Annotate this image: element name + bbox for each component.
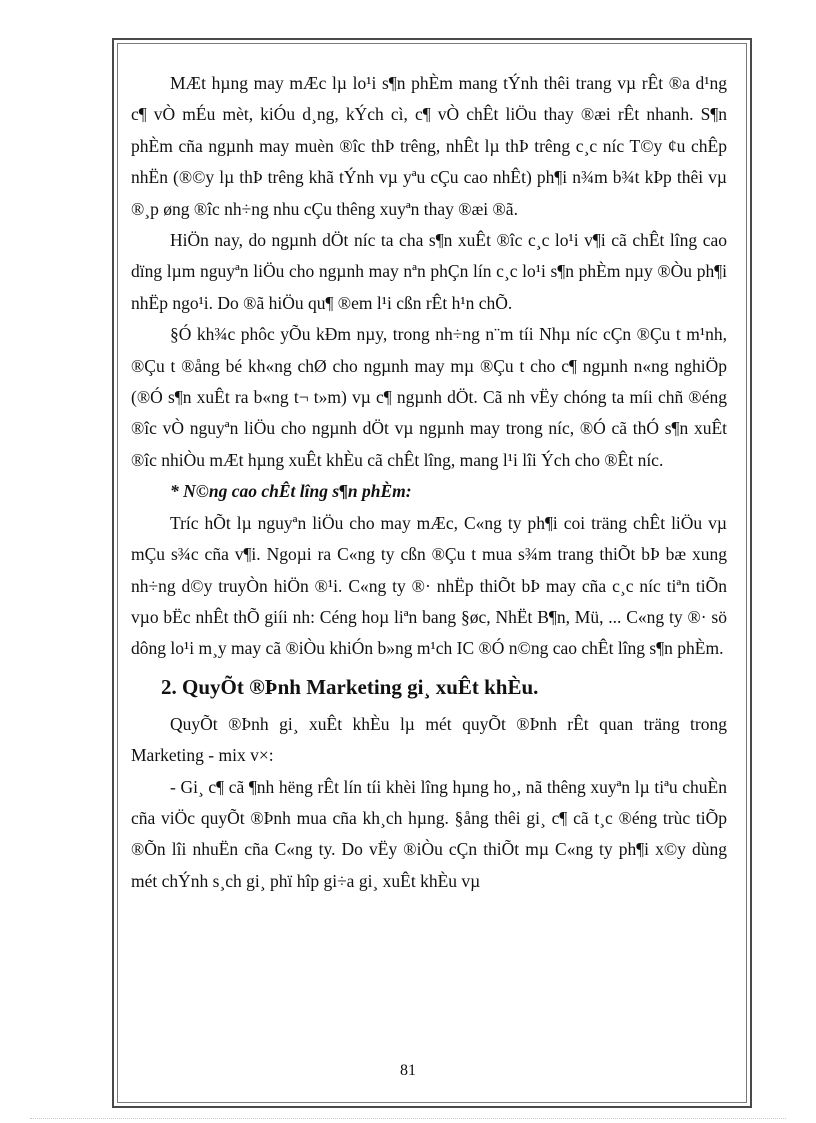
paragraph-materials-equipment: Tríc hÕt lµ nguyªn liÖu cho may mÆc, C«ng ty ph¶i coi träng chÊt liÖu vµ mÇu s¾c cña v¶i. Ngoµi ra C«ng ty cßn ®Çu t mua s¾m trang thiÕt bÞ bæ xung nh÷ng d©y truyÒn hiÖn ®¹i. C«ng ty ®· nhËp thiÕt bÞ may cña c¸c níc tiªn tiÕn vµo bËc nhÊt thÕ giíi nh: Céng hoµ liªn bang §øc, NhËt B¶n, Mü, ... C«ng ty ®· sö dông lo¹i m¸y may cã ®iÒu khiÓn b»ng m¹ch IC ®Ó n©ng cao chÊt lîng s¶n phÈm.	[131, 512, 727, 659]
document-body	[131, 68, 727, 897]
paragraph-pricing-reason: - Gi¸ c¶ cã ¶nh hëng rÊt lín tíi khèi lîng hµng ho¸, nã thêng xuyªn lµ tiªu chuÈn cña viÖc quyÕt ®Þnh mua cña kh¸ch hµng. §ång thêi gi¸ c¶ cã t¸c ®éng trùc tiÕp ®Õn lîi nhuËn cña C«ng ty. Do vËy ®iÒu cÇn thiÕt mµ C«ng ty ph¶i x©y dùng mét chÝnh s¸ch gi¸ phï hîp gi÷a gi¸ xuÊt khÈu vµ	[131, 776, 727, 891]
footer-divider	[30, 1118, 786, 1119]
paragraph-textile-industry: HiÖn nay, do ngµnh dÖt níc ta cha s¶n xuÊt ®îc c¸c lo¹i v¶i cã chÊt lîng cao dïng lµm nguyªn liÖu cho ngµnh may nªn phÇn lín c¸c lo¹i s¶n phÈm nµy ®Òu ph¶i nhËp ngo¹i. Do ®ã hiÖu qu¶ ®em l¹i cßn rÊt h¹n chÕ.	[131, 230, 727, 313]
section-title-pricing: 2. QuyÕt ®Þnh Marketing gi¸ xuÊt khÈu.	[161, 674, 539, 699]
page-number: 81	[400, 1062, 416, 1079]
paragraph-pricing-intro: QuyÕt ®Þnh gi¸ xuÊt khÈu lµ mét quyÕt ®Þnh rÊt quan träng trong Marketing - mix v×:	[131, 713, 727, 766]
paragraph-investment: §Ó kh¾c phôc yÕu kÐm nµy, trong nh÷ng n¨m tíi Nhµ níc cÇn ®Çu t m¹nh, ®Çu t ®ång bé kh«ng chØ cho ngµnh may mµ ®Çu t cho c¶ ngµnh n«ng nghiÖp (®Ó s¶n xuÊt ra b«ng t¬ t»m) vµ c¶ ngµnh dÖt. Cã nh vËy chóng ta míi chñ ®éng ®îc vÒ nguyªn liÖu cho ngµnh dÖt vµ ngµnh may trong níc, ®Ó cã thÓ s¶n xuÊt ®îc nhiÒu mÆt hµng xuÊt khÈu cã chÊt lîng, mang l¹i lîi Ých cho ®Êt níc.	[131, 324, 727, 470]
subheading-quality: * N©ng cao chÊt lîng s¶n phÈm:	[170, 481, 412, 502]
paragraph-product-nature: MÆt hµng may mÆc lµ lo¹i s¶n phÈm mang tÝnh thêi trang vµ rÊt ®a d¹ng c¶ vÒ mÉu mèt, kiÓu d¸ng, kÝch cì, c¶ vÒ chÊt liÖu thay ®æi rÊt nhanh. S¶n phÈm cña ngµnh may muèn ®îc thÞ trêng, nhÊt lµ thÞ trêng c¸c níc T©y ¢u chÊp nhËn (®©y lµ thÞ trêng khã tÝnh vµ yªu cÇu cao nhÊt) ph¶i n¾m b¾t kÞp thêi vµ ®¸p øng ®îc nh÷ng nhu cÇu thêng xuyªn thay ®æi ®ã.	[131, 73, 727, 219]
